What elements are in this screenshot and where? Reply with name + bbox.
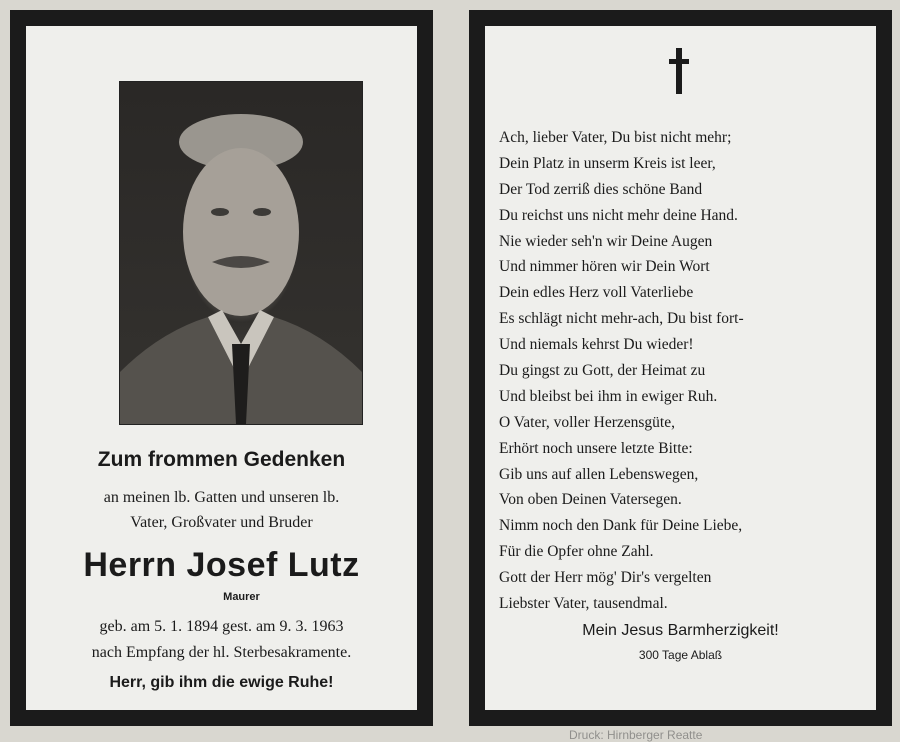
heading: Zum frommen Gedenken: [97, 448, 346, 471]
poem-line: Dein Platz in unserm Kreis ist leer,: [499, 154, 716, 172]
deceased-name: Herrn Josef Lutz: [83, 546, 360, 584]
poem-line: Nie wieder seh'n wir Deine Augen: [499, 232, 713, 250]
portrait-photo: [119, 81, 363, 425]
poem-line: Und niemals kehrst Du wieder!: [499, 336, 694, 354]
poem-line: Und bleibst bei ihm in ewiger Ruh.: [499, 387, 718, 405]
dedication-line-1: an meinen lb. Gatten und unseren lb.: [103, 489, 340, 506]
cross-icon: [667, 48, 691, 94]
memorial-card-back: [469, 10, 892, 726]
card-back-paper: [485, 26, 876, 710]
poem-line: Gib uns auf allen Lebenswegen,: [499, 465, 699, 483]
poem-line: Ach, lieber Vater, Du bist nicht mehr;: [499, 129, 732, 146]
poem-line: Gott der Herr mög' Dir's vergelten: [499, 569, 712, 587]
poem-line: Nimm noch den Dank für Deine Liebe,: [499, 517, 743, 535]
indulgence-note: 300 Tage Ablaß: [638, 648, 723, 662]
occupation: Maurer: [223, 591, 260, 603]
prayer-line: Mein Jesus Barmherzigkeit!: [582, 622, 779, 639]
closing-prayer: Herr, gib ihm die ewige Ruhe!: [109, 674, 334, 691]
poem-line: Der Tod zerriß dies schöne Band: [499, 180, 703, 198]
dedication-line-2: Vater, Großvater und Bruder: [130, 514, 313, 531]
poem-line: Du reichst uns nicht mehr deine Hand.: [499, 206, 738, 224]
life-dates: geb. am 5. 1. 1894 gest. am 9. 3. 1963: [99, 618, 344, 635]
poem-line: Für die Opfer ohne Zahl.: [499, 543, 654, 561]
poem-line: Erhört noch unsere letzte Bitte:: [499, 439, 693, 457]
printer-imprint: Druck: Hirnberger Reatte: [569, 728, 703, 742]
poem-line: Dein edles Herz voll Vaterliebe: [499, 284, 694, 302]
poem-line: Du gingst zu Gott, der Heimat zu: [499, 362, 706, 380]
poem-line: Liebster Vater, tausendmal.: [499, 595, 668, 613]
poem-line: Von oben Deinen Vatersegen.: [499, 491, 682, 509]
poem-line: O Vater, voller Herzensgüte,: [499, 413, 675, 431]
sacraments-line: nach Empfang der hl. Sterbesakramente.: [91, 644, 352, 661]
memorial-card-front: [10, 10, 433, 726]
card-front-paper: [26, 26, 417, 710]
poem-line: Und nimmer hören wir Dein Wort: [499, 258, 710, 276]
poem: [499, 125, 879, 617]
poem-line: Es schlägt nicht mehr-ach, Du bist fort-: [499, 310, 744, 328]
